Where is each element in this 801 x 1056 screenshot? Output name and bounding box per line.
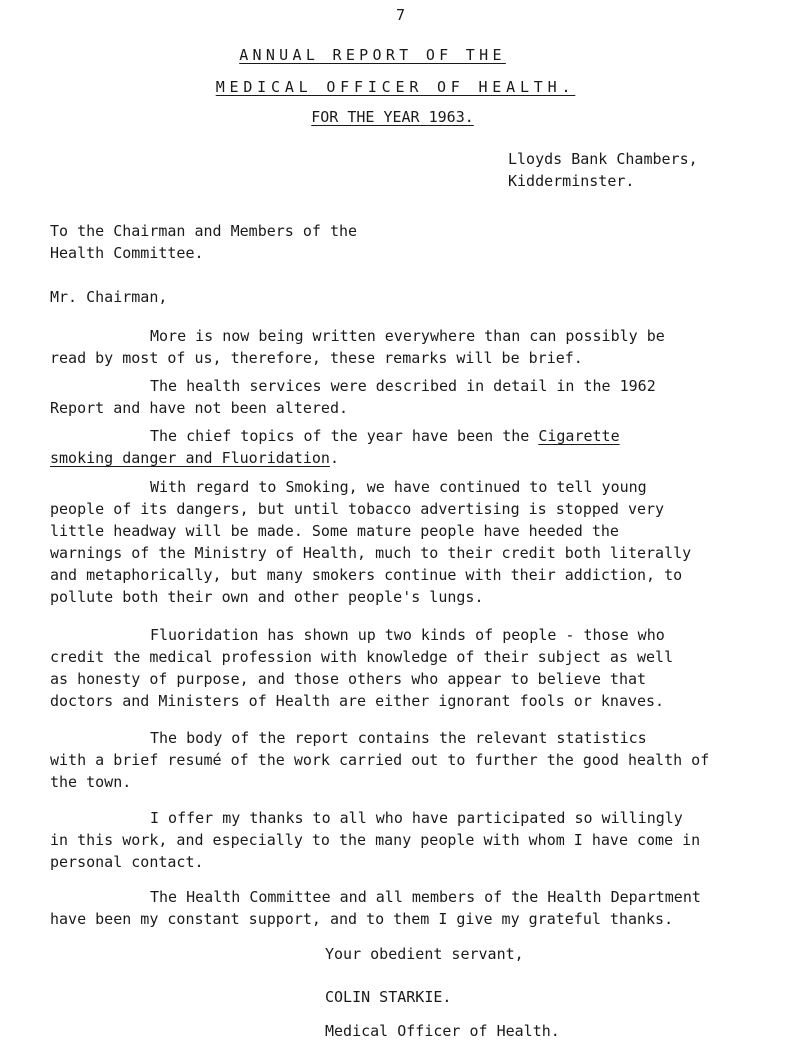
paragraph-line: With regard to Smoking, we have continued to tell young: [150, 478, 647, 496]
addressee-line-1: To the Chairman and Members of the: [50, 222, 358, 240]
cigarette-emphasis: Cigarette: [538, 427, 620, 445]
paragraph-committee: [50, 886, 790, 930]
paragraph-brevity: [50, 325, 790, 369]
paragraph-line: as honesty of purpose, and those others who appear to believe that: [50, 670, 647, 688]
title-line-2: MEDICAL OFFICER OF HEALTH.: [215, 78, 576, 96]
paragraph-fluoridation: [50, 624, 790, 712]
sender-address: [508, 148, 698, 192]
paragraph-line: doctors and Ministers of Health are either ignorant fools or knaves.: [50, 692, 665, 710]
paragraph-thanks: [50, 807, 790, 873]
paragraph-line: people of its dangers, but until tobacco advertising is stopped very: [50, 500, 665, 518]
paragraph-line: The health services were described in detail in the 1962: [150, 377, 656, 395]
paragraph-line: The body of the report contains the relevant statistics: [150, 729, 647, 747]
address-line-2: Kidderminster.: [508, 172, 635, 190]
smoking-fluoridation-emphasis: smoking danger and Fluoridation: [50, 449, 330, 467]
paragraph-line: read by most of us, therefore, these remarks will be brief.: [50, 349, 583, 367]
paragraph-line: [50, 447, 790, 469]
paragraph-line: pollute both their own and other people's lungs.: [50, 588, 484, 606]
paragraph-line: little headway will be made. Some mature people have heeded the: [50, 522, 619, 540]
paragraph-line: in this work, and especially to the many people with whom I have come in: [50, 831, 701, 849]
paragraph-line: the town.: [50, 773, 132, 791]
paragraph-report-body: [50, 727, 790, 793]
paragraph-health-services: [50, 375, 790, 419]
paragraph-line: Fluoridation has shown up two kinds of people - those who: [150, 626, 665, 644]
address-line-1: Lloyds Bank Chambers,: [508, 150, 698, 168]
paragraph-chief-topics: [50, 425, 790, 469]
addressee: [50, 220, 357, 264]
paragraph-line: warnings of the Ministry of Health, much to their credit both literally: [50, 544, 692, 562]
page-number: 7: [395, 6, 406, 24]
paragraph-line: The Health Committee and all members of the Health Department: [150, 888, 701, 906]
paragraph-smoking: [50, 476, 790, 608]
chief-topics-tail: .: [329, 449, 339, 467]
addressee-line-2: Health Committee.: [50, 244, 204, 262]
title-line-1: ANNUAL REPORT OF THE: [239, 46, 506, 64]
valediction: Your obedient servant,: [325, 945, 524, 963]
chief-topics-lead: The chief topics of the year have been the: [150, 427, 539, 445]
paragraph-line: [50, 425, 790, 447]
paragraph-line: and metaphorically, but many smokers continue with their addiction, to: [50, 566, 683, 584]
paragraph-line: personal contact.: [50, 853, 204, 871]
paragraph-line: with a brief resumé of the work carried out to further the good health of: [50, 751, 710, 769]
paragraph-line: have been my constant support, and to them I give my grateful thanks.: [50, 910, 674, 928]
paragraph-line: I offer my thanks to all who have participated so willingly: [150, 809, 683, 827]
paragraph-line: Report and have not been altered.: [50, 399, 349, 417]
signatory-name: COLIN STARKIE.: [325, 988, 452, 1006]
salutation: Mr. Chairman,: [50, 288, 168, 306]
paragraph-line: More is now being written everywhere than can possibly be: [150, 327, 665, 345]
paragraph-line: credit the medical profession with knowledge of their subject as well: [50, 648, 674, 666]
title-line-3: FOR THE YEAR 1963.: [311, 108, 474, 126]
signatory-position: Medical Officer of Health.: [325, 1022, 560, 1040]
